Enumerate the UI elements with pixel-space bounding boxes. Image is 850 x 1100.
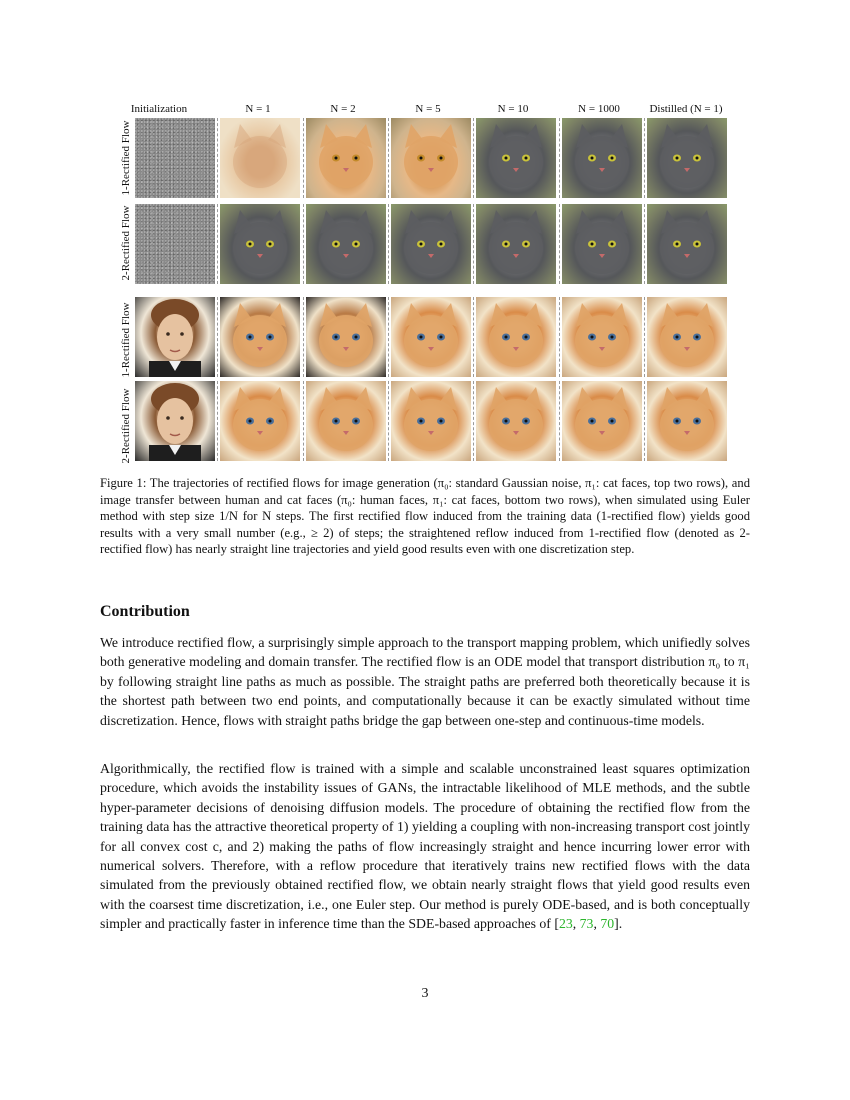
trajectory-divider (644, 118, 645, 198)
orange-cat-image (306, 118, 386, 198)
face-sketch-icon (391, 381, 471, 461)
trajectory-divider (559, 381, 560, 461)
orange-cat-from-human-image (476, 381, 556, 461)
human-cat-blend-image (220, 297, 300, 377)
human-portrait-image (135, 381, 215, 461)
row-label-1: 1-Rectified Flow (120, 120, 132, 196)
trajectory-divider (473, 204, 474, 284)
trajectory-divider (559, 118, 560, 198)
face-sketch-icon (306, 381, 386, 461)
face-sketch-icon (391, 204, 471, 284)
orange-cat-from-human-image (562, 381, 642, 461)
col-header-n5: N = 5 (415, 103, 441, 115)
orange-cat-from-human-image (476, 297, 556, 377)
face-sketch-icon (220, 381, 300, 461)
trajectory-divider (559, 204, 560, 284)
row-label-4: 2-Rectified Flow (120, 388, 132, 464)
gray-cat-image (391, 204, 471, 284)
orange-cat-image (391, 118, 471, 198)
trajectory-divider (303, 204, 304, 284)
trajectory-divider (473, 381, 474, 461)
gray-cat-image (220, 204, 300, 284)
face-sketch-icon (135, 381, 215, 461)
citation-23[interactable]: 23 (558, 916, 573, 932)
trajectory-divider (303, 297, 304, 377)
figure-column-headers (119, 101, 759, 117)
gray-cat-image (647, 118, 727, 198)
gray-cat-image (562, 118, 642, 198)
trajectory-divider (473, 297, 474, 377)
figure-caption (100, 475, 750, 558)
face-sketch-icon (562, 297, 642, 377)
face-sketch-icon (562, 204, 642, 284)
section-title: Contribution (100, 603, 190, 620)
gray-cat-image (476, 118, 556, 198)
orange-cat-from-human-image (562, 297, 642, 377)
face-sketch-icon (220, 204, 300, 284)
face-sketch-icon (562, 118, 642, 198)
col-header-initialization: Initialization (130, 103, 188, 115)
citation-70[interactable]: 70 (600, 916, 615, 932)
blurry-cat-image (220, 118, 300, 198)
gaussian-noise-image (135, 204, 215, 284)
gray-cat-image (562, 204, 642, 284)
orange-cat-from-human-image (306, 381, 386, 461)
face-sketch-icon (562, 381, 642, 461)
trajectory-divider (388, 297, 389, 377)
human-cat-blend-image (306, 297, 386, 377)
caption-text: Figure 1: The trajectories of rectified flows for image generation (π₀: standard Gaussian noise, π₁: cat faces, top two rows), and image transfer between human and cat faces (π₀: human faces, π₁: cat faces, bottom two rows), when simulated using Euler method with step size 1/N for N steps. The first rectified flow induced from the training data (1-rectified flow) yields good results with a very small number (e.g., ≥ 2) of steps; the straightened reflow induced from 1-rectified flow (denoted as 2-rectified flow) has nearly straight line trajectories and yield good results even with one discretization step. (100, 476, 750, 556)
trajectory-divider (217, 118, 218, 198)
trajectory-divider (217, 204, 218, 284)
face-sketch-icon (220, 118, 300, 198)
citation-73[interactable]: 73 (579, 916, 594, 932)
trajectory-divider (559, 297, 560, 377)
orange-cat-from-human-image (391, 381, 471, 461)
row-label-2: 2-Rectified Flow (120, 205, 132, 281)
page-number: 3 (421, 986, 429, 1001)
gray-cat-image (647, 204, 727, 284)
orange-cat-from-human-image (647, 297, 727, 377)
trajectory-divider (473, 118, 474, 198)
col-header-n2: N = 2 (330, 103, 356, 115)
face-sketch-icon (220, 297, 300, 377)
orange-cat-from-human-image (220, 381, 300, 461)
face-sketch-icon (476, 381, 556, 461)
face-sketch-icon (476, 118, 556, 198)
trajectory-divider (303, 118, 304, 198)
face-sketch-icon (306, 297, 386, 377)
face-sketch-icon (391, 297, 471, 377)
trajectory-divider (644, 381, 645, 461)
gray-cat-image (306, 204, 386, 284)
face-sketch-icon (647, 297, 727, 377)
col-header-n1: N = 1 (245, 103, 271, 115)
col-header-distilled: Distilled (N = 1) (649, 103, 723, 115)
trajectory-divider (217, 381, 218, 461)
col-header-n1000: N = 1000 (578, 103, 620, 115)
human-portrait-image (135, 297, 215, 377)
face-sketch-icon (647, 204, 727, 284)
trajectory-divider (388, 118, 389, 198)
face-sketch-icon (476, 204, 556, 284)
col-header-n10: N = 10 (497, 103, 529, 115)
gray-cat-image (476, 204, 556, 284)
face-sketch-icon (647, 381, 727, 461)
trajectory-divider (388, 381, 389, 461)
trajectory-divider (303, 381, 304, 461)
paragraph-2 (100, 759, 750, 934)
row-label-3: 1-Rectified Flow (120, 302, 132, 378)
face-sketch-icon (306, 204, 386, 284)
orange-cat-from-human-image (391, 297, 471, 377)
face-sketch-icon (647, 118, 727, 198)
face-sketch-icon (476, 297, 556, 377)
orange-cat-from-human-image (647, 381, 727, 461)
trajectory-divider (388, 204, 389, 284)
paragraph-2-text: Algorithmically, the rectified flow is trained with a simple and scalable unconstrained least squares optimization procedure, which avoids the instability issues of GANs, the intractable likelihood of MLE methods, and the subtle hyper-parameter decisions of denoising diffusion models. The procedure of obtaining the rectified flow from the training data has the attractive theoretical property of 1) yielding a coupling with non-increasing transport cost jointly for all convex cost c, and 2) making the paths of flow increasingly straight and hence incurring lower error with numerical solvers. Therefore, with a reflow procedure that iteratively trains new rectified flows with the data simulated from the previously obtained rectified flow, we obtain nearly straight flows that yield good results even with the coarsest time discretization, i.e., one Euler step. Our method is purely ODE-based, and is both conceptually simpler and practically faster in inference time than the SDE-based approaches of [23, 73, 70]. (100, 761, 750, 932)
paragraph-1: We introduce rectified flow, a surprisingly simple approach to the transport mapping problem, which unifiedly solves both generative modeling and domain transfer. The rectified flow is an ODE model that transport distribution π₀ to π₁ by following straight line paths as much as possible. The straight paths are preferred both theoretically because it is the shortest path between two end points, and computationally because it can be exactly simulated without time discretization. Hence, flows with straight paths bridge the gap between one-step and continuous-time models. (100, 635, 750, 728)
face-sketch-icon (135, 297, 215, 377)
gaussian-noise-image (135, 118, 215, 198)
trajectory-divider (217, 297, 218, 377)
trajectory-divider (644, 297, 645, 377)
trajectory-divider (644, 204, 645, 284)
face-sketch-icon (306, 118, 386, 198)
face-sketch-icon (391, 118, 471, 198)
